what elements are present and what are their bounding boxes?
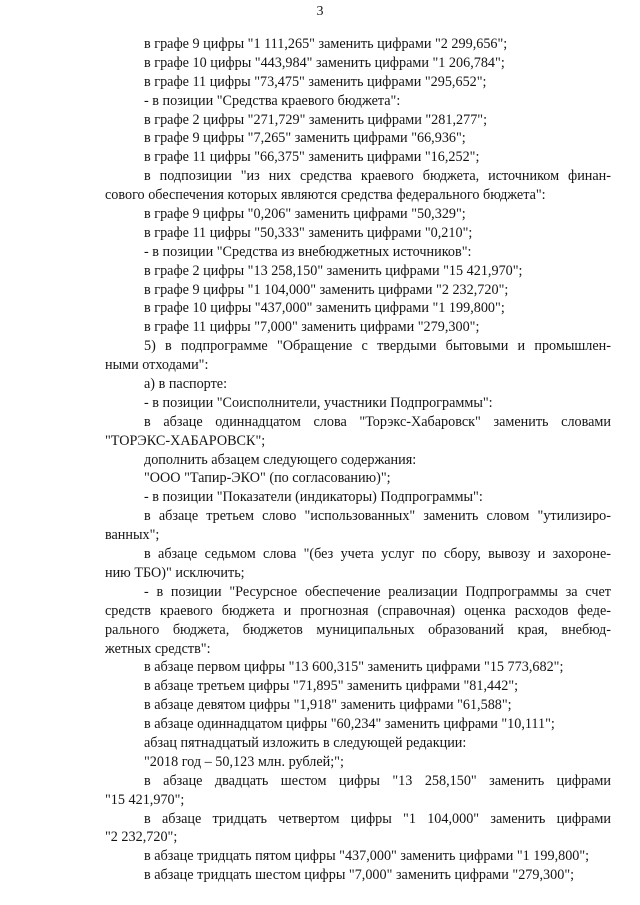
text-line: в графе 10 цифры "437,000" заменить цифрами "1 199,800";	[144, 300, 505, 317]
text-line: рального бюджета, бюджетов муниципальных образований края, внебюд-	[105, 621, 611, 638]
text-line: в абзаце седьмом слова "(без учета услуг по сбору, вывозу и захороне-	[144, 546, 611, 563]
text-line: ными отходами":	[105, 357, 209, 374]
text-line: в абзаце одиннадцатом слова "Торэкс-Хабаровск" заменить словами	[144, 413, 611, 430]
text-line: в графе 9 цифры "1 111,265" заменить цифрами "2 299,656";	[144, 36, 508, 52]
text-line: "15 421,970";	[105, 791, 185, 808]
page-number: 3	[316, 4, 324, 19]
text-line: а) в паспорте:	[144, 376, 228, 393]
document-body	[105, 35, 611, 885]
text-line: дополнить абзацем следующего содержания:	[144, 451, 417, 468]
text-line: сового обеспечения которых являются средства федерального бюджета":	[105, 187, 546, 204]
text-line: - в позиции "Ресурсное обеспечение реализации Подпрограммы за счет	[144, 583, 611, 600]
text-line: - в позиции "Средства краевого бюджета":	[144, 92, 401, 109]
text-line: абзац пятнадцатый изложить в следующей редакции:	[144, 734, 467, 751]
text-line: "2018 год – 50,123 млн. рублей;";	[144, 753, 344, 770]
text-line: "ООО "Тапир-ЭКО" (по согласованию)";	[144, 470, 391, 487]
text-line: - в позиции "Показатели (индикаторы) Подпрограммы":	[144, 489, 483, 506]
text-line: в графе 10 цифры "443,984" заменить цифрами "1 206,784";	[144, 54, 505, 71]
text-line: в абзаце одиннадцатом цифры "60,234" заменить цифрами "10,111";	[144, 716, 555, 733]
text-line: 5) в подпрограмме "Обращение с твердыми бытовыми и промышлен-	[144, 338, 611, 355]
text-line: - в позиции "Соисполнители, участники Подпрограммы":	[144, 394, 493, 411]
text-line: в графе 11 цифры "66,375" заменить цифрами "16,252";	[144, 149, 480, 166]
text-line: в графе 11 цифры "7,000" заменить цифрами "279,300";	[144, 319, 480, 336]
text-line: в графе 11 цифры "73,475" заменить цифрами "295,652";	[144, 73, 487, 90]
text-line: средств краевого бюджета и прогнозная (справочная) оценка расходов феде-	[105, 602, 611, 619]
text-line: в графе 9 цифры "1 104,000" заменить цифрами "2 232,720";	[144, 281, 509, 298]
text-line: в графе 2 цифры "271,729" заменить цифрами "281,277";	[144, 111, 488, 128]
text-line: в абзаце тридцать четвертом цифры "1 104,000" заменить цифрами	[144, 810, 611, 827]
text-line: в абзаце третьем цифры "71,895" заменить цифрами "81,442";	[144, 678, 519, 695]
text-line: жетных средств":	[105, 640, 211, 657]
text-line: в абзаце тридцать шестом цифры "7,000" заменить цифрами "279,300";	[144, 867, 575, 884]
text-line: в графе 9 цифры "7,265" заменить цифрами "66,936";	[144, 130, 466, 147]
text-line: в графе 11 цифры "50,333" заменить цифрами "0,210";	[144, 224, 473, 241]
text-line: "2 232,720";	[105, 829, 178, 846]
text-line: в абзаце двадцать шестом цифры "13 258,150" заменить цифрами	[144, 772, 611, 789]
text-line: в абзаце девятом цифры "1,918" заменить цифрами "61,588";	[144, 697, 512, 714]
text-line: в абзаце тридцать пятом цифры "437,000" заменить цифрами "1 199,800";	[144, 848, 590, 865]
text-line: в абзаце третьем слово "использованных" заменить словом "утилизиро-	[144, 508, 611, 525]
text-line: в графе 2 цифры "13 258,150" заменить цифрами "15 421,970";	[144, 262, 523, 279]
text-line: нию ТБО)" исключить;	[105, 564, 245, 581]
text-line: - в позиции "Средства из внебюджетных источников":	[144, 243, 472, 260]
text-line: ванных";	[105, 527, 160, 544]
text-line: в графе 9 цифры "0,206" заменить цифрами "50,329";	[144, 206, 466, 223]
text-line: "ТОРЭКС-ХАБАРОВСК";	[105, 432, 266, 449]
text-line: в подпозиции "из них средства краевого бюджета, источником финан-	[144, 168, 611, 185]
text-line: в абзаце первом цифры "13 600,315" заменить цифрами "15 773,682";	[144, 659, 564, 676]
